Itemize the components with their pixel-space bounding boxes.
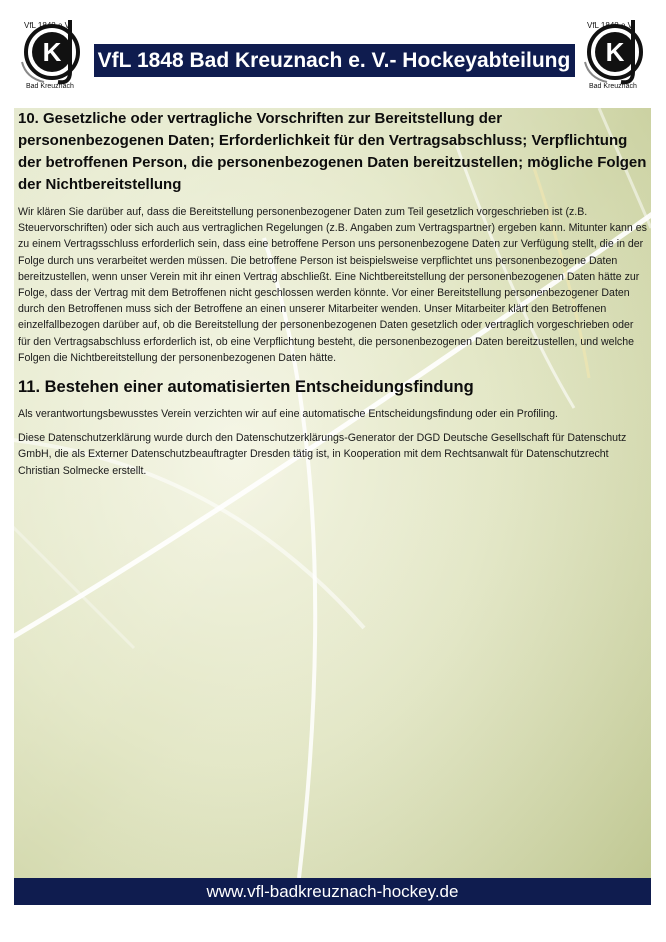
club-logo-icon xyxy=(12,12,94,90)
section-heading: 10. Gesetzliche oder vertragliche Vorschriften zur Bereitstellung der personenbezogenen Daten; Erforderlichkeit für den Vertragsabschluss; Verpflichtung der betroffenen Person, die personenbezogenen Daten bereitzustellen; mögliche Folgen der Nichtbereitstellung xyxy=(18,110,647,193)
svg-text:Bad Kreuznach: Bad Kreuznach xyxy=(26,83,74,90)
section-heading: 11. Bestehen einer automatisierten Entscheidungsfindung xyxy=(18,378,474,397)
svg-text:VfL 1848 e.V.: VfL 1848 e.V. xyxy=(587,21,635,30)
section-paragraph: Diese Datenschutzerklärung wurde durch den Datenschutzerklärungs-Generator der DGD Deutsche Gesellschaft für Datenschutz GmbH, die als Externer Datenschutzbeauftragter Dresden tätig ist, in Kooperation mit dem Rechtsanwalt für Datenschutzrecht Christian Solmecke erstellt. xyxy=(18,432,627,477)
footer-url[interactable]: www.vfl-badkreuznach-hockey.de xyxy=(14,878,651,905)
svg-text:VfL 1848 e.V.: VfL 1848 e.V. xyxy=(24,21,72,30)
section-paragraph: Als verantwortungsbewusstes Verein verzichten wir auf eine automatische Entscheidungsfindung oder ein Profiling. xyxy=(18,408,558,421)
svg-text:K: K xyxy=(605,37,625,67)
page-title: VfL 1848 Bad Kreuznach e. V.- Hockeyabteilung xyxy=(97,49,571,72)
club-logo-icon xyxy=(575,12,657,90)
svg-text:K: K xyxy=(42,37,62,67)
svg-text:Bad Kreuznach: Bad Kreuznach xyxy=(589,83,637,90)
document-body xyxy=(18,108,648,487)
section-paragraph: Wir klären Sie darüber auf, dass die Bereitstellung personenbezogener Daten zum Teil gesetzlich vorgeschrieben ist (z.B. Steuervorschriften) oder sich auch aus vertraglichen Regelungen (z.B. Angaben zum Vertragspartner) ergeben kann. Mitunter kann es zu einem Vertragsschluss erforderlich sein, dass eine betroffene Person uns personenbezogene Daten zur Verfügung stellt, die in der Folge durch uns verarbeitet werden müssen. Die betroffene Person ist beispielsweise verpflichtet uns personenbezogene Daten bereitzustellen, wenn unser Verein mit ihr einen Vertrag abschließt. Eine Nichtbereitstellung der personenbezogenen Daten hätte zur Folge, dass der Vertrag mit dem Betroffenen nicht geschlossen werden könnte. Vor einer Bereitstellung personenbezogener Daten durch den Betroffenen muss sich der Betroffene an einen unserer Mitarbeiter wenden. Unser Mitarbeiter klärt den Betroffenen einzelfallbezogen darüber auf, ob die Bereitstellung der personenbezogenen Daten gesetzlich oder vertraglich vorgeschrieben oder für den Vertragsabschluss erforderlich ist, ob eine Verpflichtung besteht, die personenbezogenen Daten bereitzustellen, und welche Folgen die Nichtbereitstellung der personenbezogenen Daten hätte. xyxy=(18,206,647,364)
